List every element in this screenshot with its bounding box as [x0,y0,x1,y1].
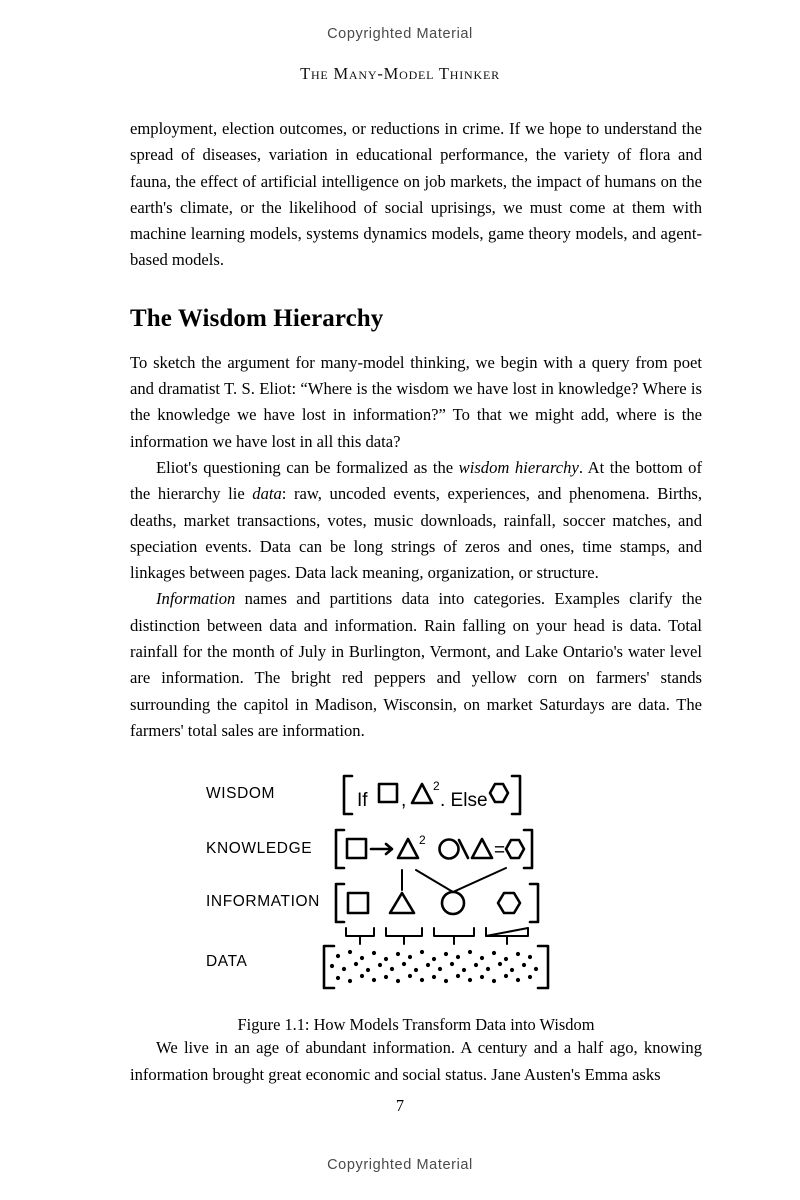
svg-text:2: 2 [433,779,440,794]
paragraph-1: employment, election outcomes, or reductions in crime. If we hope to understand the spread of diseases, variation in educational performance, the variety of flora and fauna, the effect of artificial intelligence on job markets, the impact of humans on the earth's climate, or the likelihood of social uprisings, we must come at them with machine learning models, systems dynamics models, game theory models, and agent-based models. [130,119,702,270]
watermark-bottom: Copyrighted Material [327,1157,473,1173]
watermark-top: Copyrighted Material [327,26,473,42]
svg-text:,: , [401,790,407,812]
paragraph-4-part-a: names and partitions data into categories. Examples clarify the distinction between data and information. Rain falling on your head is data. Total rainfall for the month of July in Burlington, Vermont, and Lake Ontario's water level are information. The bright red peppers and yellow corn on farmers' stands surrounding the capitol in Madison, Wisconsin, on market Saturdays are data. The farmers' total sales are information. [130,589,702,740]
paragraph-2: To sketch the argument for many-model thinking, we begin with a query from poet and dramatist T. S. Eliot: “Where is the wisdom we have lost in knowledge? Where is the knowledge we have lost in information?” To that we might add, where is the information we have lost in all this data? [130,352,702,451]
paragraph-3-emphasis-2: data [252,484,282,504]
svg-text:2: 2 [419,833,426,848]
paragraph-3-part-c: : raw, uncoded events, experiences, and phenomena. Births, deaths, market transactions, votes, music downloads, rainfall, soccer matches, and speciation events. Data can be long strings of zeros and ones, time stamps, and linkages between pages. Data lack meaning, organization, or structure. [130,484,702,583]
label-wisdom: WISDOM [206,785,276,803]
page-number: 7 [395,1096,405,1115]
svg-text:=: = [494,840,506,862]
label-data: DATA [206,953,248,971]
wisdom-hierarchy-diagram [206,770,626,1005]
figure-caption: Figure 1.1: How Models Transform Data into Wisdom [237,1015,595,1035]
data-dot-cloud [330,950,538,983]
paragraph-4 [130,586,702,744]
label-knowledge: KNOWLEDGE [206,840,313,858]
figure-1-1 [130,770,702,1035]
paragraph-4-emphasis: Information [156,589,236,609]
paragraph-3 [130,455,702,586]
section-title: The Wisdom Hierarchy [130,304,384,332]
running-head: The Many-Model Thinker [300,64,500,83]
svg-text:If: If [357,790,368,812]
paragraph-5: We live in an age of abundant information. A century and a half ago, knowing information brought great economic and social status. Jane Austen's Emma asks [130,1038,702,1084]
page-content [130,116,702,1088]
svg-text:. Else: . Else [440,790,488,812]
label-information: INFORMATION [206,893,320,911]
paragraph-3-part-b: . At the bottom of the hierarchy lie [130,457,702,504]
paragraph-3-emphasis-1: wisdom hierarchy [458,457,579,477]
paragraph-3-part-a: Eliot's questioning can be formalized as the [156,457,459,477]
